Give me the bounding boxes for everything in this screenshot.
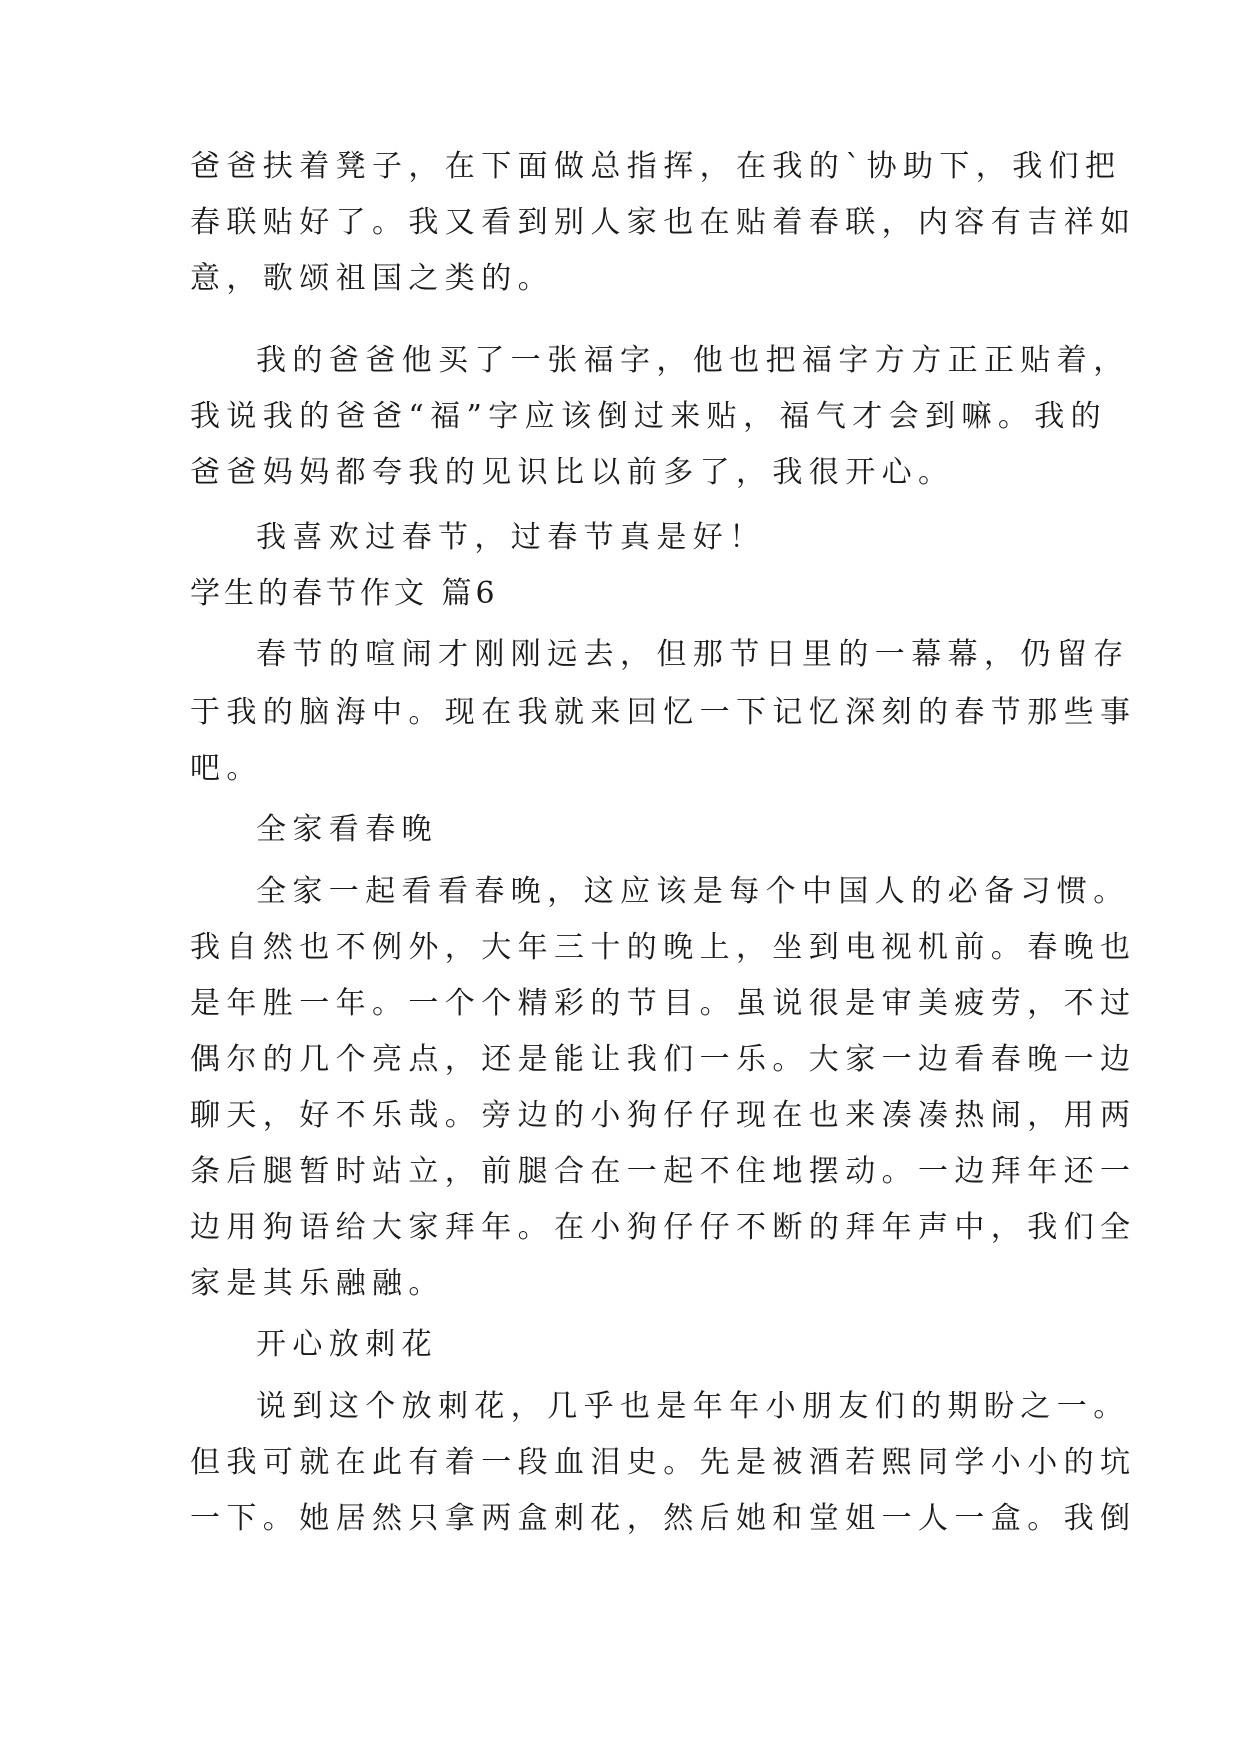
text-line: 我的爸爸他买了一张福字，他也把福字方方正正贴着， [256, 343, 1130, 378]
text-line: 但我可就在此有着一段血泪史。先是被酒若熙同学小小的坑 [190, 1445, 1137, 1480]
text-line: 边用狗语给大家拜年。在小狗仔仔不断的拜年声中，我们全 [190, 1210, 1137, 1245]
section-heading: 学生的春节作文 篇6 [190, 576, 499, 611]
text-line: 我喜欢过春节，过春节真是好！ [256, 520, 766, 555]
text-line: 意，歌颂祖国之类的。 [190, 261, 554, 296]
text-line: 一下。她居然只拿两盒刺花，然后她和堂姐一人一盒。我倒 [190, 1501, 1137, 1536]
text-line: 爸爸妈妈都夸我的见识比以前多了，我很开心。 [190, 455, 955, 490]
text-line: 偶尔的几个亮点，还是能让我们一乐。大家一边看春晚一边 [190, 1042, 1137, 1077]
text-line: 全家一起看看春晚，这应该是每个中国人的必备习惯。 [256, 874, 1130, 909]
text-line: 家是其乐融融。 [190, 1266, 445, 1301]
text-line: 吧。 [190, 751, 263, 786]
text-line: 条后腿暂时站立，前腿合在一起不住地摆动。一边拜年还一 [190, 1154, 1137, 1189]
text-line: 聊天，好不乐哉。旁边的小狗仔仔现在也来凑凑热闹，用两 [190, 1098, 1137, 1133]
text-line: 于我的脑海中。现在我就来回忆一下记忆深刻的春节那些事 [190, 695, 1137, 730]
text-line: 我自然也不例外，大年三十的晚上，坐到电视机前。春晚也 [190, 930, 1137, 965]
text-line: 春联贴好了。我又看到别人家也在贴着春联，内容有吉祥如 [190, 205, 1137, 240]
text-line: 春节的喧闹才刚刚远去，但那节日里的一幕幕，仍留存 [256, 637, 1130, 672]
subheading: 全家看春晚 [256, 812, 438, 847]
text-line: 说到这个放刺花，几乎也是年年小朋友们的期盼之一。 [256, 1389, 1130, 1424]
text-line: 我说我的爸爸“福”字应该倒过来贴，福气才会到嘛。我的 [190, 399, 1108, 434]
text-line: 是年胜一年。一个个精彩的节目。虽说很是审美疲劳，不过 [190, 986, 1137, 1021]
text-line: 爸爸扶着凳子，在下面做总指挥，在我的`协助下，我们把 [190, 149, 1122, 184]
subheading: 开心放刺花 [256, 1327, 438, 1362]
